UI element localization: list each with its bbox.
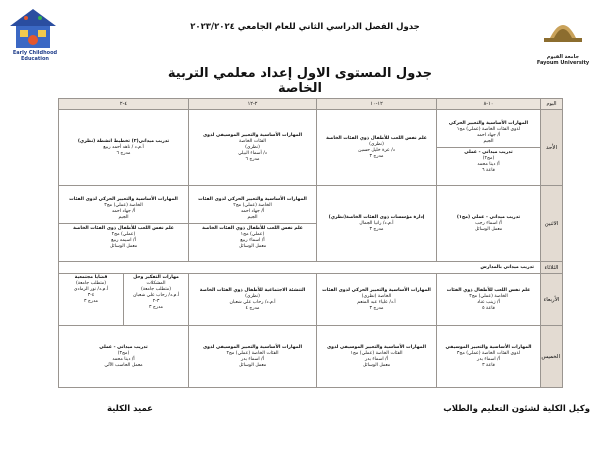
cell-text-line: أ/ اسماء بدر — [477, 356, 500, 362]
day-thursday: الخميس — [541, 326, 563, 388]
cell-text-line: علم نفس اللعب للأطفال ذوي الفئات الخاصة — [326, 135, 427, 141]
cell-text-line: الخاصة (نظري) — [361, 293, 392, 299]
cell-text-line: علم نفس اللعب للأطفال ذوى الفئات الخاصة — [73, 226, 174, 231]
cell-text-line: أ/ دينا محمد — [112, 356, 135, 362]
cell-text-line: الجيم — [247, 215, 258, 220]
cell-text-line: المهارات الأساسية والتعبير الموسيقي — [445, 344, 532, 350]
column-header-12-2: ٢-١٢ — [189, 99, 317, 110]
day-sunday: الأحد — [541, 110, 563, 186]
day-monday: الاثنين — [541, 186, 563, 262]
cell-text-line: لذوى الفئات الخاصة (عملي) مج١ — [456, 127, 521, 132]
cell-text-line: المهارات الأساسية والتعبير الموسيقي لذوى — [202, 344, 303, 350]
cell-text-line: أ/ اسماء بدر — [365, 356, 388, 362]
cell-text-line: علم نفس اللعب للأطفال ذوي الفئات — [446, 287, 531, 293]
cell-text-line: الجيم — [483, 139, 494, 144]
university-emblem-icon — [530, 8, 596, 52]
cell-text-line: أ/ اسماء رجب — [475, 220, 502, 226]
cell-text-line: معمل الوسائل — [474, 226, 503, 232]
cell-text-line: المهارات الأساسية والتعبير الحركي لذوى الفئات — [322, 287, 431, 293]
cell-text-line: أ/ اسيمه ربيع — [111, 238, 136, 243]
schedule-title: جدول المستوى الاول إعداد معلمي التربية الخاصة — [167, 66, 433, 96]
cell-text-line: إدارة مؤسسات ذوى الفئات الخاصة(نظري) — [328, 214, 425, 220]
cell-text-line: (مج٣) — [117, 350, 130, 356]
column-header-8-10: ١٠-٨ — [437, 99, 541, 110]
table-row-thursday — [59, 326, 563, 388]
cell-text-line: مدرج ٣ — [84, 299, 98, 304]
cell-text-line: مدرج ٣ — [369, 153, 384, 159]
cell-thursday-8-10 — [437, 326, 541, 388]
cell-text-line: تدريب ميداني - عملي (مج١) — [456, 214, 521, 220]
cell-text-line: د/ عزة خليل حسين — [358, 147, 395, 153]
cell-text-line: معمل الحاسب الآلي — [104, 362, 143, 368]
class-block — [189, 195, 316, 223]
table-row-tuesday — [59, 262, 563, 274]
cell-text-line: أ.م.د/ رحاب علي شعبان — [132, 293, 180, 298]
cell-text-line: المهارات الأساسية والتعبير الحركي لذوى الفئات — [198, 197, 307, 202]
cell-text-line: قاعة ٦ — [482, 168, 495, 173]
cell-text-line: الفئات الخاصة (عملي) مج٢ — [226, 350, 279, 356]
cell-text-line: أ.د/ علياء عبد المنعم — [357, 299, 396, 305]
cell-text-line: المهارات الأساسية والتعبير الحركي لذوى الفئات — [69, 197, 178, 202]
cell-text-line: الجيم — [118, 215, 129, 220]
cell-text-line: مدرج ٦ — [116, 150, 131, 156]
house-logo-icon — [4, 6, 62, 52]
logo-right-caption: جامعة الفيوم Fayoum University — [536, 54, 590, 66]
cell-text-line: (نظري) — [245, 144, 260, 150]
table-row-monday — [59, 186, 563, 262]
dean-signature-label: عميد الكلية — [107, 404, 153, 414]
cell-text-line: مدرج ٤ — [245, 305, 260, 311]
cell-sunday-8-10 — [437, 110, 541, 186]
cell-monday-12-2 — [189, 186, 317, 262]
cell-text-line: أ/ زينب عناد — [477, 299, 500, 305]
cell-text-line: تدريب ميداني(٢) تخطيط انشطة (نظري) — [77, 138, 170, 144]
cell-text-line: (عملي) مج١ — [240, 232, 265, 237]
class-block — [59, 223, 188, 252]
semester-title: جدول الفصل الدراسي الثاني للعام الجامعي ٢٠٢٣/٢٠٢٤ — [190, 22, 420, 32]
class-block — [59, 195, 188, 223]
cell-monday-8-10 — [437, 186, 541, 262]
column-header-2-4: ٤-٢ — [59, 99, 189, 110]
cell-text-line: أ/ جهاد احمد — [476, 133, 501, 138]
cell-text-line: ٣-٢ — [152, 299, 160, 304]
cell-text-line: التنشئة الاجتماعية للأطفال ذوي الفئات الخاصة — [199, 287, 306, 293]
cell-text-line: الخاصة (عملي) مج٣ — [469, 293, 508, 299]
cell-text-line: قاعة ٥ — [482, 305, 495, 311]
cell-text-line: تدريب ميداني بالمدارس — [480, 264, 534, 270]
schedule-table — [58, 98, 563, 388]
cell-text-line: (مج٢) — [482, 156, 495, 161]
cell-sunday-12-2 — [189, 110, 317, 186]
cell-text-line: علم نفس اللعب للأطفال ذوي الفئات الخاصة — [202, 226, 303, 231]
cell-text-line: أ.م.د/ رحاب علي شعبان — [229, 299, 276, 305]
cell-text-line: الفئات الخاصة (عملي) مج١ — [350, 350, 403, 356]
cell-text-line: (متطلب جامعة) — [140, 287, 172, 292]
cell-text-line: مهارات التفكير وحل — [133, 275, 179, 280]
cell-text-line: قاعة ٣ — [482, 362, 495, 368]
early-childhood-logo — [4, 6, 62, 62]
cell-text-line: لذوى الفئات الخاصة (عملي) مج٣ — [456, 350, 521, 356]
class-block — [59, 274, 123, 325]
cell-text-line: أ/ اسماء ربيع — [240, 238, 265, 243]
cell-text-line: أ/ اسماء بدر — [241, 356, 264, 362]
logo-left-caption: Early Childhood Education — [12, 50, 58, 62]
cell-thursday-2-4 — [59, 326, 189, 388]
cell-sunday-2-4 — [59, 110, 189, 186]
fayoum-university-logo — [530, 8, 596, 64]
cell-text-line: مدرج ٣ — [369, 305, 384, 311]
cell-monday-10-12 — [317, 186, 437, 262]
cell-text-line: أ.م.د/ نور الرمادي — [73, 287, 109, 292]
cell-text-line: تدريب ميداني - عملي — [99, 344, 148, 350]
cell-thursday-12-2 — [189, 326, 317, 388]
cell-text-line: (عملي) مج٢ — [111, 232, 136, 237]
cell-text-line: المهارات الأساسية والتعبير الموسيقي لذوى — [202, 132, 303, 138]
cell-wednesday-2-4 — [59, 274, 189, 326]
cell-wednesday-10-12 — [317, 274, 437, 326]
cell-text-line: معمل الوسائل — [238, 244, 267, 249]
cell-text-line: مدرج ٦ — [245, 156, 260, 162]
cell-text-line: (نظري) — [369, 141, 384, 147]
cell-text-line: قضايا مجتمعية — [74, 275, 108, 280]
cell-text-line: أ.م.د/ رانيا الجمال — [359, 220, 394, 226]
cell-text-line: (نظري) — [245, 293, 260, 299]
cell-text-line: معمل الوسائل — [238, 362, 267, 368]
cell-text-line: المهارات الأساسية والتعبير الحركي — [448, 121, 529, 126]
cell-text-line: المشكلات — [146, 281, 166, 286]
class-block — [437, 147, 540, 176]
header-row — [59, 99, 563, 110]
table-row-wednesday — [59, 274, 563, 326]
cell-text-line: أ/ جهاد احمد — [111, 209, 136, 214]
day-wednesday: الأربعاء — [541, 274, 563, 326]
class-block — [123, 274, 188, 325]
cell-text-line: أ/ دينا محمد — [477, 162, 500, 167]
cell-text-line: الخاصة (عملي) مج٢ — [233, 203, 272, 208]
cell-text-line: معمل الوسائل — [362, 362, 391, 368]
cell-text-line: د/ أسماء البيلي — [238, 150, 267, 156]
cell-monday-2-4 — [59, 186, 189, 262]
cell-text-line: معمل الوسائل — [109, 244, 138, 249]
cell-text-line: الفئات الخاصة — [239, 138, 266, 144]
column-header-10-12: ١٢-١٠ — [317, 99, 437, 110]
cell-text-line: تدريب ميداني - عملي — [464, 150, 513, 155]
cell-wednesday-8-10 — [437, 274, 541, 326]
class-block — [189, 223, 316, 252]
cell-text-line: أ.م.د / ناهد أحمد ربيع — [103, 144, 144, 150]
cell-tuesday-field-training — [59, 262, 541, 274]
cell-text-line: الخاصة (عملي) مج٣ — [104, 203, 143, 208]
day-tuesday: الثلاثاء — [541, 262, 563, 274]
cell-text-line: ٤-٣ — [87, 293, 95, 298]
cell-text-line: (متطلب جامعة) — [75, 281, 107, 286]
cell-text-line: مدرج ٣ — [369, 226, 384, 232]
table-row-sunday — [59, 110, 563, 186]
vice-dean-signature-label: وكيل الكلية لشئون التعليم والطلاب — [443, 404, 590, 414]
cell-text-line: مدرج ٣ — [149, 305, 163, 310]
cell-text-line: المهارات الأساسية والتعبير الموسيقي لذوى — [326, 344, 427, 350]
cell-thursday-10-12 — [317, 326, 437, 388]
cell-sunday-10-12 — [317, 110, 437, 186]
cell-text-line: أ/ جهاد احمد — [240, 209, 265, 214]
class-block — [437, 119, 540, 147]
column-header-day: اليوم — [541, 99, 563, 110]
cell-wednesday-12-2 — [189, 274, 317, 326]
